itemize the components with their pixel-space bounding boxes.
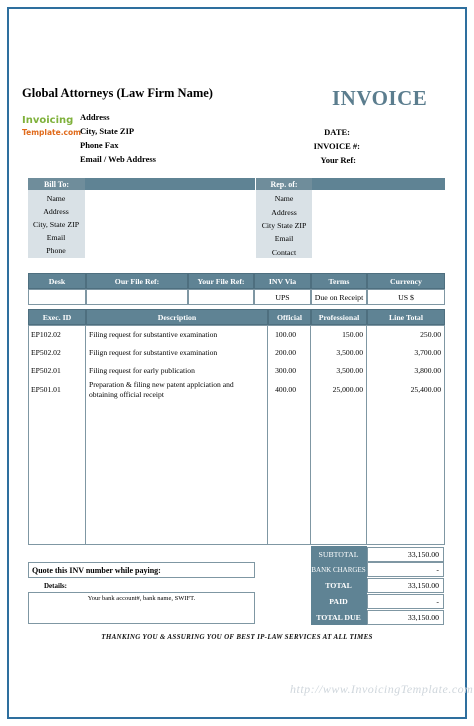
bill-to-city-label: City, State ZIP (32, 220, 80, 229)
item-4-professional: 25,000.00 (332, 385, 363, 394)
rep-of-contact-label: Contact (271, 248, 297, 257)
bill-to-phone-label: Phone (46, 246, 66, 255)
item-3-line-total: 3,800.00 (414, 366, 441, 375)
items-column-professional (311, 325, 367, 545)
company-logo (22, 115, 81, 143)
paid-value: - (367, 594, 444, 609)
invoice-number-label: INVOICE #: (313, 141, 360, 151)
info-header-terms: Terms (311, 273, 367, 289)
item-4-description-line2: obtaining official receipt (89, 390, 164, 399)
item-2-description: Filign request for substantive examination (89, 348, 218, 357)
logo-line1: Invoicing (22, 115, 74, 126)
items-column-exec-id (28, 325, 86, 545)
details-label: Details: (44, 582, 67, 590)
item-4-official: 400.00 (275, 385, 296, 394)
items-header-professional: Professional (311, 309, 367, 325)
items-header-description: Description (86, 309, 268, 325)
items-header-official: Official (268, 309, 311, 325)
info-value-desk (28, 289, 86, 305)
items-column-official (268, 325, 311, 545)
rep-of-header-bar (312, 178, 445, 190)
rep-of-city-label: City State ZIP (261, 221, 307, 230)
info-header-currency: Currency (367, 273, 445, 289)
company-email-web: Email / Web Address (80, 154, 156, 164)
item-1-line-total: 250.00 (420, 330, 441, 339)
bill-to-name-label: Name (46, 194, 66, 203)
info-header-your-file-ref: Your File Ref: (188, 273, 254, 289)
info-header-desk: Desk (28, 273, 86, 289)
info-header-inv-via: INV Via (254, 273, 311, 289)
item-1-professional: 150.00 (342, 330, 363, 339)
total-label: TOTAL (325, 581, 352, 590)
item-4-line-total: 25,400.00 (410, 385, 441, 394)
rep-of-name-label: Name (274, 194, 294, 203)
quote-inv-number-box: Quote this INV number while paying: (28, 562, 255, 578)
total-value: 33,150.00 (367, 578, 444, 593)
item-2-official: 200.00 (275, 348, 296, 357)
item-2-professional: 3,500.00 (336, 348, 363, 357)
item-4-description-line1: Preparation & filing new patent applciation and (89, 380, 234, 389)
items-column-description (86, 325, 268, 545)
firm-name: Global Attorneys (Law Firm Name) (22, 86, 213, 100)
info-value-your-file-ref (188, 289, 254, 305)
item-1-description: Filing request for substantive examination (89, 330, 218, 339)
payment-details-text: Your bank account#, bank name, SWIFT. (87, 595, 196, 602)
item-2-line-total: 3,700.00 (414, 348, 441, 357)
item-4-id: EP501.01 (31, 385, 61, 394)
item-3-professional: 3,500.00 (336, 366, 363, 375)
paid-label: PAID (329, 597, 348, 606)
bank-charges-value: - (367, 562, 444, 577)
items-header-exec-id: Exec. ID (28, 309, 86, 325)
bank-charges-label: BANK CHARGES (311, 565, 366, 574)
bill-to-header: Bill To: (28, 178, 85, 190)
thank-you-message: THANKING YOU & ASSURING YOU OF BEST IP-LAW SERVICES AT ALL TIMES (101, 633, 373, 641)
items-header-line-total: Line Total (367, 309, 445, 325)
info-value-our-file-ref (86, 289, 188, 305)
item-3-description: Filing request for early publication (89, 366, 195, 375)
company-phone-fax: Phone Fax (80, 140, 119, 150)
bill-to-address-label: Address (43, 207, 69, 216)
rep-of-email-label: Email (274, 234, 294, 243)
bill-to-email-label: Email (46, 233, 66, 242)
item-1-id: EP102.02 (31, 330, 61, 339)
rep-of-header: Rep. of: (256, 178, 312, 190)
info-value-terms: Due on Receipt (311, 289, 367, 305)
items-column-line-total (367, 325, 445, 545)
company-city: City, State ZIP (80, 126, 135, 136)
total-due-value: 33,150.00 (367, 610, 444, 625)
your-ref-label: Your Ref: (320, 155, 356, 165)
watermark-url: http://www.InvoicingTemplate.com (290, 682, 474, 696)
subtotal-label: SUBTOTAL (318, 550, 359, 559)
logo-line2: Template.com (22, 128, 81, 137)
company-address: Address (80, 112, 110, 122)
info-header-our-file-ref: Our File Ref: (86, 273, 188, 289)
item-2-id: EP502.02 (31, 348, 61, 357)
item-1-official: 100.00 (275, 330, 296, 339)
rep-of-address-label: Address (271, 208, 297, 217)
total-due-label: TOTAL DUE (316, 613, 361, 622)
invoice-title: INVOICE (332, 86, 428, 110)
item-3-official: 300.00 (275, 366, 296, 375)
subtotal-value: 33,150.00 (367, 547, 444, 562)
date-label: DATE: (324, 127, 350, 137)
item-3-id: EP502.01 (31, 366, 61, 375)
bill-to-header-bar (85, 178, 255, 190)
info-value-inv-via: UPS (254, 289, 311, 305)
info-value-currency: US $ (367, 289, 445, 305)
